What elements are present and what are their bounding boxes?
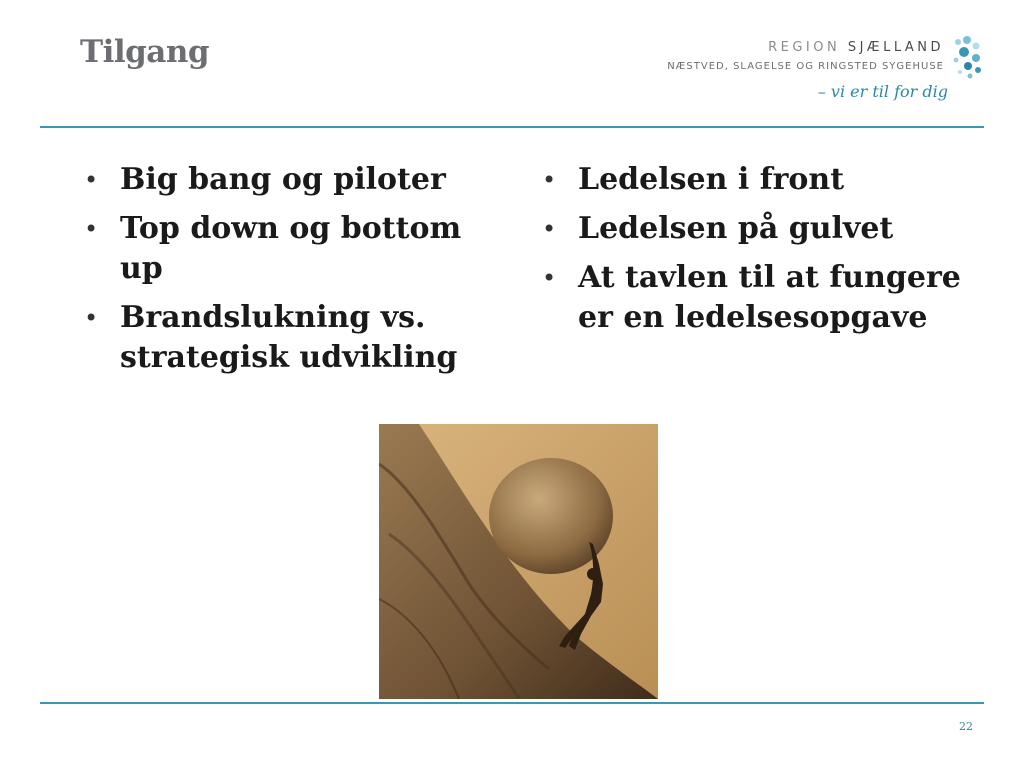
list-item: • Big bang og piloter: [82, 160, 502, 200]
list-item: • Ledelsen i front: [540, 160, 980, 200]
list-item: • Brandslukning vs. strategisk udvikling: [82, 298, 502, 378]
slide-title: Tilgang: [80, 34, 210, 70]
left-bullet-list: [82, 160, 502, 387]
sisyphus-boulder-image: [379, 424, 658, 699]
right-bullet-list: [540, 160, 980, 347]
list-item: • Top down og bottom up: [82, 209, 502, 289]
region-sjaelland-logo: [634, 36, 984, 112]
list-item: • At tavlen til at fungere er en ledelsesopgave: [540, 258, 980, 338]
page-number: 22: [959, 720, 973, 733]
logo-hospitals-text: NÆSTVED, SLAGELSE OG RINGSTED SYGEHUSE: [667, 61, 944, 72]
logo-region-text: REGION SJÆLLAND: [768, 40, 944, 55]
footer-divider: [40, 702, 984, 704]
logo-tagline: – vi er til for dig: [817, 82, 948, 101]
list-item: • Ledelsen på gulvet: [540, 209, 980, 249]
header-divider: [40, 126, 984, 128]
logo-dots-icon: [950, 36, 984, 84]
